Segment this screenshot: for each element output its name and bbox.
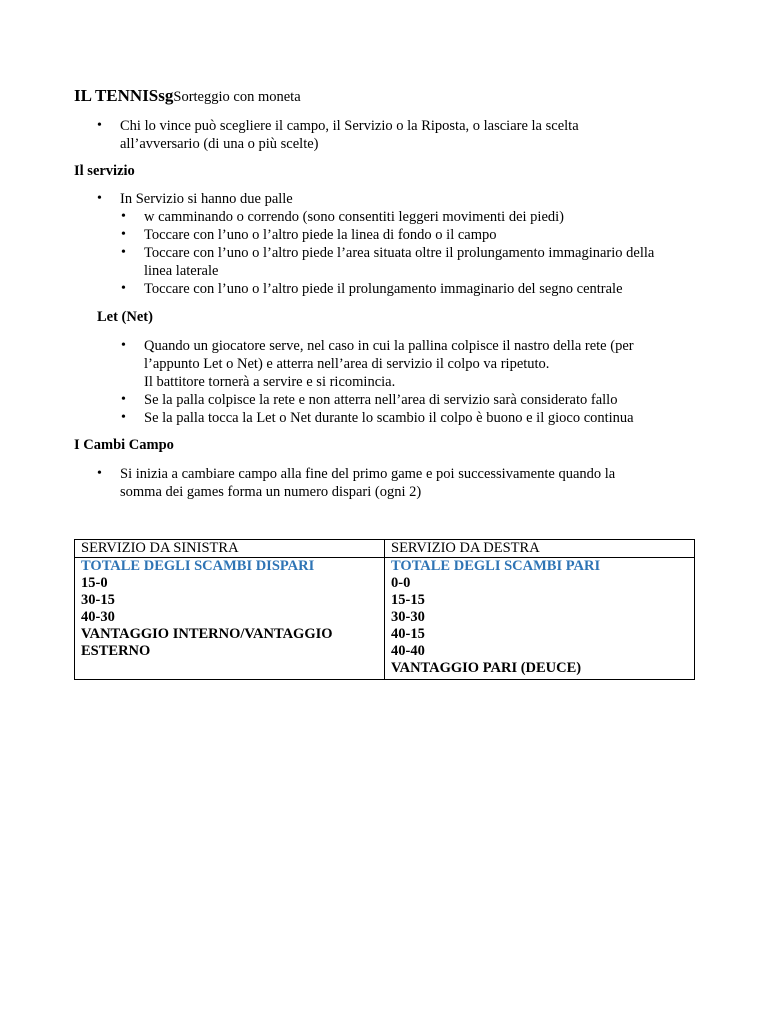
table-row: [75, 540, 695, 558]
list-item-line: linea laterale: [144, 263, 219, 279]
list-item-text: Se la palla tocca la Let o Net durante lo scambio il colpo è buono e il gioco continua: [144, 410, 634, 426]
score-value: VANTAGGIO INTERNO/VANTAGGIO: [81, 626, 333, 642]
section-heading-let: Let (Net): [97, 309, 153, 325]
table-row: [75, 558, 695, 680]
section-heading-cambi: I Cambi Campo: [74, 437, 174, 453]
table-header-left: SERVIZIO DA SINISTRA: [75, 540, 385, 558]
list-item-line: • Chi lo vince può scegliere il campo, il Servizio o la Riposta, o lasciare la scelta: [120, 118, 579, 134]
service-table: [74, 539, 695, 680]
list-item-text: Se la palla colpisce la rete e non atterra nell’area di servizio sarà considerato fallo: [144, 392, 618, 408]
list-item: [74, 117, 714, 153]
list-item: [74, 226, 714, 244]
table-subheader-left: TOTALE DEGLI SCAMBI DISPARI: [81, 558, 315, 574]
score-value: 0-0: [391, 575, 411, 591]
score-value: 30-15: [81, 592, 115, 608]
section-heading-servizio: Il servizio: [74, 163, 135, 179]
list-item: [74, 208, 714, 226]
list-item-line: • Toccare con l’uno o l’altro piede l’area situata oltre il prolungamento immaginario della: [144, 245, 655, 261]
table-cell-left: [75, 558, 385, 680]
list-item-line: l’appunto Let o Net) e atterra nell’area di servizio il colpo va ripetuto.: [144, 356, 550, 372]
list-item: [74, 244, 714, 280]
score-value: VANTAGGIO PARI (DEUCE): [391, 660, 582, 676]
list-item: [74, 465, 714, 501]
title-sub: Sorteggio con moneta: [173, 89, 301, 105]
score-value: 30-30: [391, 609, 425, 625]
list-item-line: somma dei games forma un numero dispari (ogni 2): [120, 484, 422, 500]
list-item: [74, 190, 714, 208]
list-item: [74, 337, 714, 391]
list-item-text: w camminando o correndo (sono consentiti leggeri movimenti dei piedi): [144, 209, 564, 225]
table-header-right: SERVIZIO DA DESTRA: [385, 540, 695, 558]
score-value: 40-40: [391, 643, 425, 659]
list-item: [74, 391, 714, 409]
cambi-list: [74, 465, 714, 501]
score-value: 40-15: [391, 626, 425, 642]
list-item: [74, 409, 714, 427]
table-cell-right: [385, 558, 695, 680]
score-value: ESTERNO: [81, 643, 151, 659]
list-item-text: Toccare con l’uno o l’altro piede il prolungamento immaginario del segno centrale: [144, 281, 623, 297]
servizio-list: [74, 190, 714, 208]
score-value: 40-30: [81, 609, 115, 625]
list-item-line: all’avversario (di una o più scelte): [120, 136, 319, 152]
list-item: [74, 280, 714, 298]
list-item-line: Il battitore tornerà a servire e si ricomincia.: [144, 374, 396, 390]
servizio-sublist: [74, 208, 714, 298]
document-title: [74, 86, 301, 106]
sorteggio-list: [74, 117, 714, 153]
list-item-text: Toccare con l’uno o l’altro piede la linea di fondo o il campo: [144, 227, 497, 243]
list-item-text: In Servizio si hanno due palle: [120, 191, 293, 207]
list-item-line: • Si inizia a cambiare campo alla fine del primo game e poi successivamente quando la: [120, 466, 616, 482]
table-subheader-right: TOTALE DEGLI SCAMBI PARI: [391, 558, 601, 574]
list-item-line: • Quando un giocatore serve, nel caso in cui la pallina colpisce il nastro della rete (per: [144, 338, 634, 354]
score-value: 15-0: [81, 575, 108, 591]
let-list: [74, 337, 714, 427]
score-value: 15-15: [391, 592, 425, 608]
title-main: IL TENNISsg: [74, 86, 174, 105]
